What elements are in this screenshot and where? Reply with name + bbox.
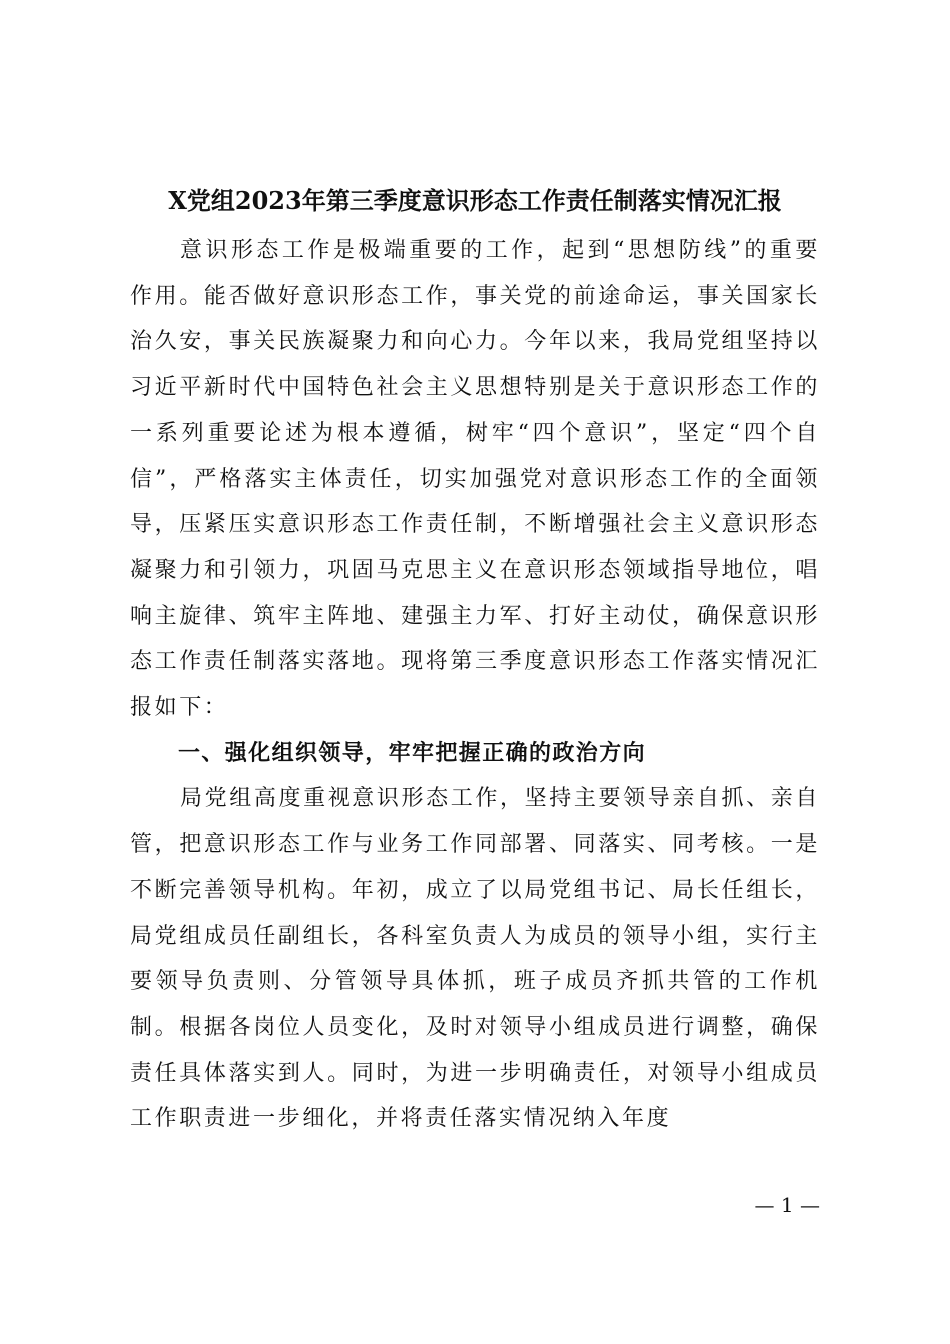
document-title: X党组2023年第三季度意识形态工作责任制落实情况汇报 — [168, 186, 782, 215]
document-body — [130, 228, 820, 1142]
intro-paragraph: 意识形态工作是极端重要的工作，起到“思想防线”的重要作用。能否做好意识形态工作，事关党的前途命运，事关国家长治久安，事关民族凝聚力和向心力。今年以来，我局党组坚持以习近平新时代中国特色社会主义思想特别是关于意识形态工作的一系列重要论述为根本遵循，树牢“四个意识”，坚定“四个自信”，严格落实主体责任，切实加强党对意识形态工作的全面领导，压紧压实意识形态工作责任制，不断增强社会主义意识形态凝聚力和引领力，巩固马克思主义在意识形态领域指导地位，唱响主旋律、筑牢主阵地、建强主力军、打好主动仗，确保意识形态工作责任制落实落地。现将第三季度意识形态工作落实情况汇报如下： — [130, 238, 820, 721]
page-number: — 1 — — [754, 1193, 820, 1217]
section-heading: 一、强化组织领导，牢牢把握正确的政治方向 — [178, 740, 647, 766]
section-paragraph: 局党组高度重视意识形态工作，坚持主要领导亲自抓、亲自管，把意识形态工作与业务工作同部署、同落实、同考核。一是不断完善领导机构。年初，成立了以局党组书记、局长任组长，局党组成员任副组长，各科室负责人为成员的领导小组，实行主要领导负责则、分管领导具体抓，班子成员齐抓共管的工作机制。根据各岗位人员变化，及时对领导小组成员进行调整，确保责任具体落实到人。同时，为进一步明确责任，对领导小组成员工作职责进一步细化，并将责任落实情况纳入年度 — [130, 786, 820, 1132]
